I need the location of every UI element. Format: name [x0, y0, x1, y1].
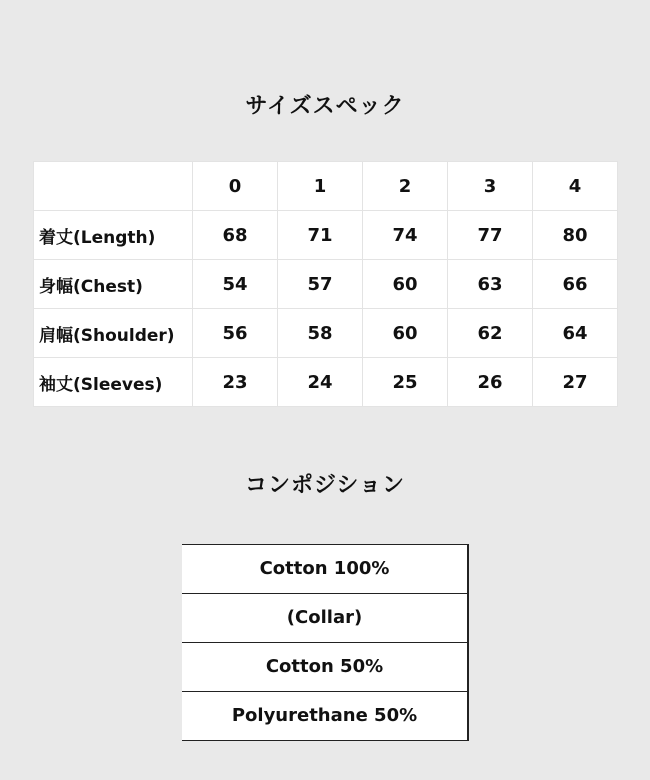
size-spec-table	[33, 161, 618, 407]
size-header-cell: 0	[193, 162, 278, 211]
table-cell: 23	[193, 358, 278, 407]
composition-item: Cotton 100%	[182, 545, 467, 594]
size-header-cell: 1	[278, 162, 363, 211]
size-header-cell: 3	[448, 162, 533, 211]
composition-table	[182, 544, 469, 741]
table-cell: 54	[193, 260, 278, 309]
table-row-chest	[34, 260, 618, 309]
size-spec-title: サイズスペック	[245, 94, 405, 119]
table-cell: 74	[363, 211, 448, 260]
table-cell: 58	[278, 309, 363, 358]
table-cell: 63	[448, 260, 533, 309]
table-row-length	[34, 211, 618, 260]
table-cell: 56	[193, 309, 278, 358]
composition-item: (Collar)	[182, 594, 467, 643]
row-label: 肩幅(Shoulder)	[34, 309, 193, 358]
table-cell: 24	[278, 358, 363, 407]
table-cell: 64	[533, 309, 618, 358]
row-label: 身幅(Chest)	[34, 260, 193, 309]
table-row-shoulder	[34, 309, 618, 358]
composition-title: コンポジション	[244, 473, 405, 498]
row-label: 袖丈(Sleeves)	[34, 358, 193, 407]
table-cell: 66	[533, 260, 618, 309]
corner-cell	[34, 162, 193, 211]
row-label: 着丈(Length)	[34, 211, 193, 260]
table-cell: 57	[278, 260, 363, 309]
table-cell: 77	[448, 211, 533, 260]
table-cell: 60	[363, 260, 448, 309]
table-cell: 27	[533, 358, 618, 407]
table-cell: 25	[363, 358, 448, 407]
table-cell: 71	[278, 211, 363, 260]
table-cell: 62	[448, 309, 533, 358]
size-header-cell: 2	[363, 162, 448, 211]
size-header-cell: 4	[533, 162, 618, 211]
table-cell: 68	[193, 211, 278, 260]
table-row-sleeves	[34, 358, 618, 407]
composition-item: Polyurethane 50%	[182, 692, 467, 741]
composition-item: Cotton 50%	[182, 643, 467, 692]
table-cell: 80	[533, 211, 618, 260]
table-cell: 26	[448, 358, 533, 407]
size-header-row	[34, 162, 618, 211]
table-cell: 60	[363, 309, 448, 358]
